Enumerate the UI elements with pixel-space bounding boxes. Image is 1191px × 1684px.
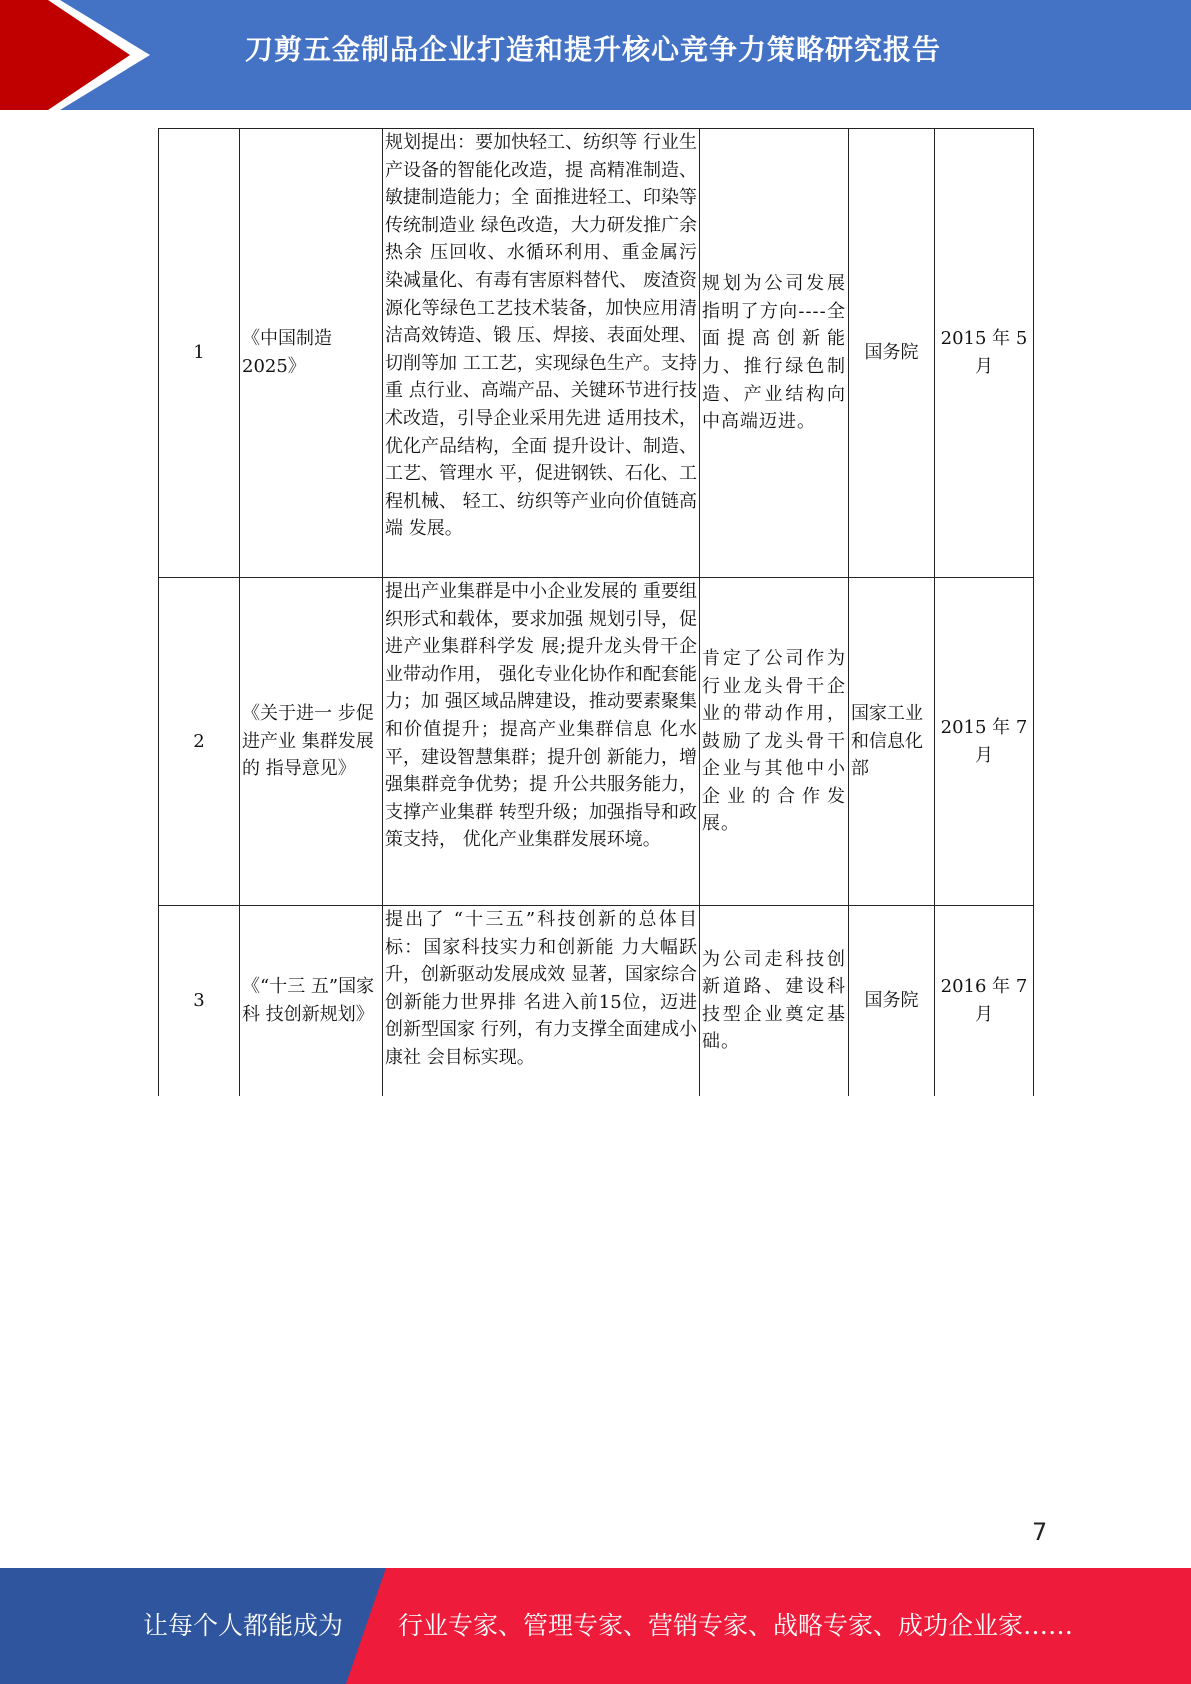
row-number: 2 bbox=[159, 578, 240, 906]
policy-impact: 为公司走科技创新道路、建设科技型企业奠定基础。 bbox=[700, 906, 849, 1096]
row-number: 3 bbox=[159, 906, 240, 1096]
report-title: 刀剪五金制品企业打造和提升核心竞争力策略研究报告 bbox=[245, 33, 942, 66]
policy-impact: 规划为公司发展指明了方向----全面提高创新能力、推行绿色制造、产业结构向中高端迈进。 bbox=[700, 129, 849, 578]
table-row bbox=[159, 578, 1034, 906]
policy-impact: 肯定了公司作为行业龙头骨干企业的带动作用，鼓励了龙头骨干企业与其他中小企业的合作发 展。 bbox=[700, 578, 849, 906]
policy-name: 《“十三 五”国家科 技创新规划》 bbox=[240, 906, 383, 1096]
footer-slogan-left: 让每个人都能成为 bbox=[143, 1611, 344, 1640]
table-row bbox=[159, 906, 1034, 1096]
table-row bbox=[159, 129, 1034, 578]
policy-content: 提出了 “十三五”科技创新的总体目标：国家科技实力和创新能 力大幅跃升，创新驱动发展成效 显著，国家综合创新能力世界排 名进入前15位，迈进创新型国家 行列，有力支撑全面建成小康社 会目标实现。 bbox=[383, 906, 700, 1096]
policy-date: 2015 年 7月 bbox=[935, 578, 1034, 906]
footer-slogan-right: 行业专家、管理专家、营销专家、战略专家、成功企业家…… bbox=[398, 1611, 1074, 1640]
policy-content: 规划提出：要加快轻工、纺织等 行业生产设备的智能化改造，提 高精准制造、敏捷制造能力；全 面推进轻工、印染等传统制造业 绿色改造，大力研发推广余热余 压回收、水循环利用、重金属污 染减量化、有毒有害原料替代、 废渣资源化等绿色工艺技术装备，加快应用清洁高效铸造、锻 压、焊接、表面处理、切削等加 工工艺，实现绿色生产。支持重 点行业、高端产品、关键环节进行技术改造，引导企业采用先进 适用技术，优化产品结构，全面 提升设计、制造、工艺、管理水 平，促进钢铁、石化、工程机械、 轻工、纺织等产业向价值链高端 发展。 bbox=[383, 129, 700, 578]
page-number: 7 bbox=[1032, 1518, 1048, 1546]
policy-content: 提出产业集群是中小企业发展的 重要组织形式和载体，要求加强 规划引导，促进产业集群科学发 展;提升龙头骨干企业带动作用， 强化专业化协作和配套能力；加 强区域品牌建设，推动要素聚集 和价值提升；提高产业集群信息 化水平，建设智慧集群；提升创 新能力，增强集群竞争优势；提 升公共服务能力，支撑产业集群 转型升级；加强指导和政策支持， 优化产业集群发展环境。 bbox=[383, 578, 700, 906]
policy-name: 《中国制造2025》 bbox=[240, 129, 383, 578]
policy-date: 2016 年 7月 bbox=[935, 906, 1034, 1096]
policy-issuer: 国务院 bbox=[849, 129, 935, 578]
page-footer bbox=[0, 1568, 1191, 1684]
policy-table bbox=[158, 128, 1034, 1096]
page-header bbox=[0, 0, 1191, 110]
policy-date: 2015 年 5月 bbox=[935, 129, 1034, 578]
policy-issuer: 国务院 bbox=[849, 906, 935, 1096]
policy-name: 《关于进一 步促进产业 集群发展的 指导意见》 bbox=[240, 578, 383, 906]
policy-issuer: 国家工业和信息化部 bbox=[849, 578, 935, 906]
row-number: 1 bbox=[159, 129, 240, 578]
